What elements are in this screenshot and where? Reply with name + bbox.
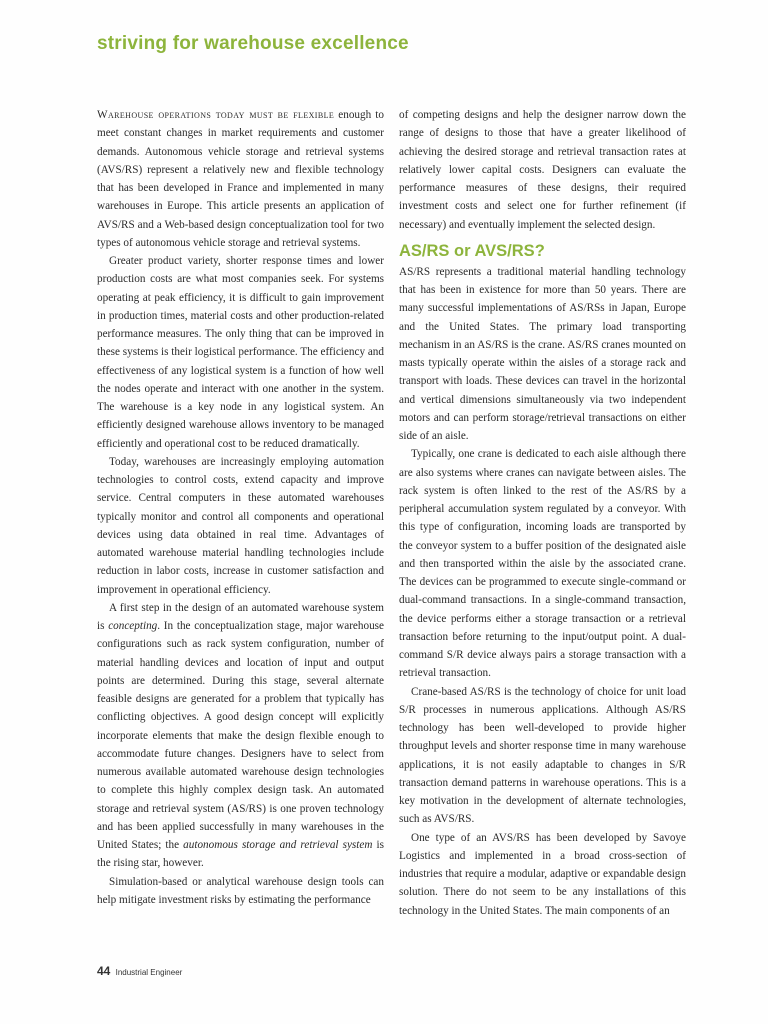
italic-term: autonomous storage and retrieval system bbox=[183, 839, 373, 851]
paragraph-text: . In the conceptualization stage, major warehouse configurations such as rack system configuration, number of material handling devices and location of input and output points are determined. During this stage, several alternate feasible designs are generated for a problem that typically has conflicting objectives. A good design concept will explicitly incorporate elements that make the design flexible enough to accommodate future changes. Designers have to select from numerous available automated warehouse design technologies to complete this highly complex design task. An automated storage and retrieval system (AS/RS) is one proven technology and has been applied successfully in many warehouses in the United States; the bbox=[97, 620, 384, 851]
right-column bbox=[399, 106, 686, 920]
body-paragraph: AS/RS represents a traditional material handling technology that has been in existence for more than 50 years. There are many successful implementations of AS/RSs in Japan, Europe and the United States. The primary load transporting mechanism in an AS/RS is the crane. AS/RS cranes mounted on masts typically operate within the aisles of a storage rack and transport with loads. These devices can travel in the horizontal and vertical dimensions simultaneously via two independent motors and can perform storage/retrieval transactions on either side of an aisle. bbox=[399, 265, 686, 442]
body-paragraph: Simulation-based or analytical warehouse design tools can help mitigate investment risks by estimating the performance bbox=[97, 875, 384, 906]
body-paragraph: One type of an AVS/RS has been developed by Savoye Logistics and implemented in a broad cross-section of industries that require a modular, adaptive or expandable design solution. There do not seem to be any installations of this technology in the United States. The main components of an bbox=[399, 831, 686, 917]
lead-in-smallcaps: Warehouse operations today must be flexible bbox=[97, 109, 335, 121]
italic-term: concepting bbox=[108, 620, 158, 632]
body-paragraph: Typically, one crane is dedicated to each aisle although there are also systems where cranes can navigate between aisles. The rack system is often linked to the rest of the AS/RS by a peripheral accumulation system regulated by a conveyor. With this type of configuration, incoming loads are transported by the conveyor system to a buffer position of the designated aisle and then transported within the aisle by the associated crane. The devices can be programmed to execute single-command or dual-command transactions. In a single-command transaction, the device performs either a storage transaction or a retrieval transaction before returning to the input/output point. A dual-command S/R device always pairs a storage transaction with a retrieval transaction. bbox=[399, 448, 686, 680]
publication-name: Industrial Engineer bbox=[115, 968, 183, 977]
paragraph-text: A first step in the design of an automated warehouse system is bbox=[97, 601, 384, 632]
body-paragraph bbox=[97, 599, 384, 873]
paragraph-text: is the rising star, however. bbox=[97, 839, 384, 870]
body-paragraph: Crane-based AS/RS is the technology of choice for unit load S/R processes in numerous applications. Although AS/RS technology has been well-developed to provide higher throughput levels and shorter response time in many warehouse applications, it is not easily adaptable to changes in S/R transaction demand patterns in warehouse operations. This is a key motivation in the development of alternate technologies, such as AVS/RS. bbox=[399, 685, 686, 826]
body-paragraph: Greater product variety, shorter response times and lower production costs are what most companies seek. For systems operating at peak efficiency, it is difficult to gain improvement in production times, material costs and other production-related performance measures. The only thing that can be improved in these systems is their logistical performance. The efficiency and effectiveness of any logistical system is a function of how well the nodes operate and interact with one another in the system. The warehouse is a key node in any logistical system. An efficiently designed warehouse allows inventory to be managed efficiently and operational cost to be reduced dramatically. bbox=[97, 255, 384, 450]
body-paragraph: of competing designs and help the designer narrow down the range of designs to those that have a greater likelihood of achieving the desired storage and retrieval transaction rates at relatively lower capital costs. Designers can evaluate the performance measures of these designs, their required investment costs and select one for further refinement (if necessary) and eventually implement the selected design. bbox=[399, 109, 686, 231]
body-paragraph: Today, warehouses are increasingly employing automation technologies to control costs, extend capacity and improve service. Central computers in these automated warehouses typically monitor and control all components and operational devices using data obtained in real time. Advantages of automated warehouse material handling technologies include reduction in labor costs, increase in customer satisfaction and improvement in operational efficiency. bbox=[97, 455, 384, 596]
running-head: striving for warehouse excellence bbox=[97, 33, 409, 54]
page-number: 44 bbox=[97, 964, 111, 978]
left-column bbox=[97, 106, 384, 909]
intro-text: enough to meet constant changes in market requirements and customer demands. Autonomous vehicle storage and retrieval systems (AVS/RS) represent a relatively new and flexible technology that has been developed in France and implemented in many warehouses in Europe. This article presents an application of AVS/RS and a Web-based design conceptualization tool for two types of autonomous vehicle storage and retrieval systems. bbox=[97, 109, 384, 249]
intro-paragraph bbox=[97, 106, 384, 252]
page-footer bbox=[97, 964, 182, 978]
section-heading: AS/RS or AVS/RS? bbox=[399, 241, 545, 260]
